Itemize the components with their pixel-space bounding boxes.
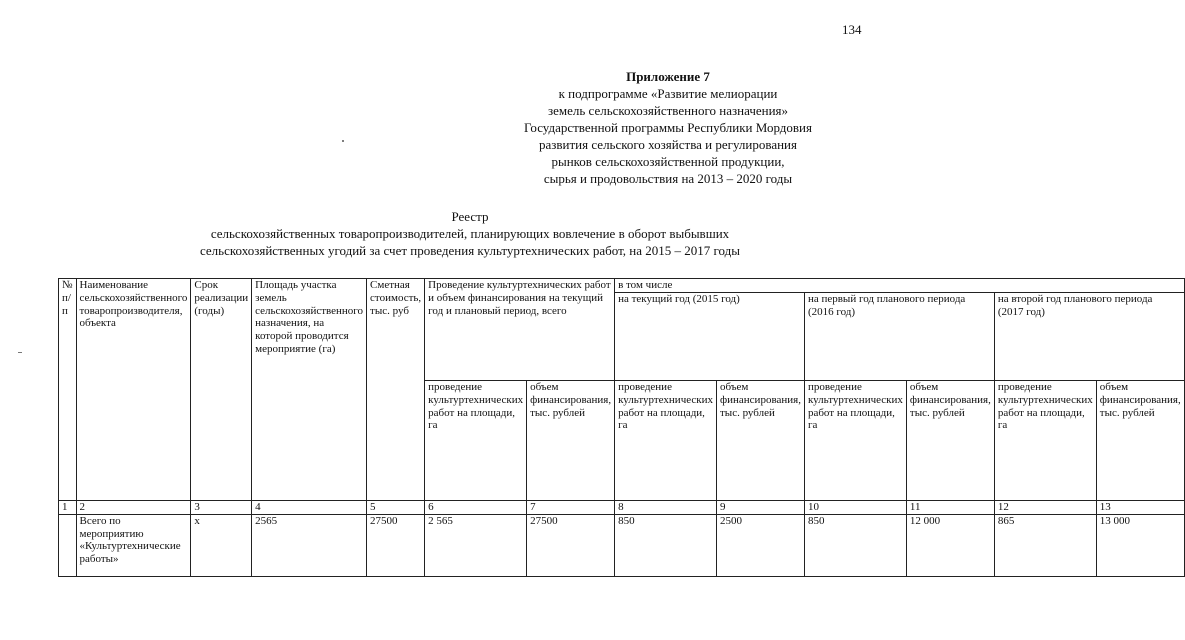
table-row	[59, 514, 1185, 576]
header-year-2016: на первый год планового периода (2016 год)	[804, 293, 994, 381]
row-2017-fin: 13 000	[1096, 514, 1184, 576]
header-2016-fin: объем финансирования, тыс. рублей	[906, 381, 994, 501]
appendix-line: земель сельскохозяйственного назначения»	[547, 103, 789, 118]
header-cost: Сметная стоимость, тыс. руб	[367, 279, 425, 501]
row-2015-fin: 2500	[717, 514, 805, 576]
registry-table	[58, 278, 1185, 577]
registry-heading: Реестр	[451, 209, 489, 224]
header-total-area: проведение культуртехнических работ на площади, га	[425, 381, 527, 501]
appendix-line: сырья и продовольствия на 2013 – 2020 годы	[543, 171, 793, 186]
header-2015-fin: объем финансирования, тыс. рублей	[717, 381, 805, 501]
appendix-line: к подпрограмме «Развитие мелиорации	[558, 86, 778, 101]
registry-title-line: сельскохозяйственных товаропроизводителей, планирующих вовлечение в оборот выбывших	[210, 226, 730, 241]
column-number: 4	[252, 501, 367, 515]
header-2017-area: проведение культуртехнических работ на площади, га	[994, 381, 1096, 501]
row-2016-fin: 12 000	[906, 514, 994, 576]
column-number: 1	[59, 501, 77, 515]
appendix-line: развития сельского хозяйства и регулирования	[539, 137, 797, 152]
column-number: 5	[367, 501, 425, 515]
row-2015-area: 850	[615, 514, 717, 576]
appendix-line: рынков сельскохозяйственной продукции,	[551, 154, 785, 169]
row-area: 2565	[252, 514, 367, 576]
column-number: 13	[1096, 501, 1184, 515]
row-total-area: 2 565	[425, 514, 527, 576]
header-num: № п/п	[59, 279, 77, 501]
header-year-2015: на текущий год (2015 год)	[615, 293, 805, 381]
header-year-2017: на второй год планового периода (2017 год)	[994, 293, 1184, 381]
header-total-group: Проведение культуртехнических работ и объем финансирования на текущий год и плановый период, всего	[425, 279, 615, 381]
column-number: 12	[994, 501, 1096, 515]
scan-artifact	[18, 352, 22, 353]
header-2017-fin: объем финансирования, тыс. рублей	[1096, 381, 1184, 501]
column-number: 11	[906, 501, 994, 515]
column-number: 3	[191, 501, 252, 515]
row-total-fin: 27500	[527, 514, 615, 576]
header-2016-area: проведение культуртехнических работ на площади, га	[804, 381, 906, 501]
column-number: 2	[76, 501, 191, 515]
scan-artifact	[342, 140, 344, 142]
column-number: 8	[615, 501, 717, 515]
column-number: 6	[425, 501, 527, 515]
row-cost: 27500	[367, 514, 425, 576]
registry-title	[120, 208, 820, 259]
appendix-block	[473, 68, 863, 187]
row-num	[59, 514, 77, 576]
appendix-title: Приложение 7	[626, 69, 710, 84]
column-number: 9	[717, 501, 805, 515]
header-name: Наименование сельскохозяйственного товаропроизводителя, объекта	[76, 279, 191, 501]
row-2016-area: 850	[804, 514, 906, 576]
header-total-fin: объем финансирования, тыс. рублей	[527, 381, 615, 501]
column-number: 7	[527, 501, 615, 515]
header-in-total: в том числе	[615, 279, 1185, 293]
header-area: Площадь участка земель сельскохозяйственного назначения, на которой проводится мероприятие (га)	[252, 279, 367, 501]
row-name: Всего по мероприятию «Культуртехнические работы»	[76, 514, 191, 576]
header-2015-area: проведение культуртехнических работ на площади, га	[615, 381, 717, 501]
header-period: Срок реализации (годы)	[191, 279, 252, 501]
appendix-line: Государственной программы Республики Мордовия	[524, 120, 812, 135]
page-number: 134	[842, 22, 862, 37]
registry-title-line: сельскохозяйственных угодий за счет проведения культуртехнических работ, на 2015 – 2017 годы	[199, 243, 740, 258]
row-2017-area: 865	[994, 514, 1096, 576]
column-number: 10	[804, 501, 906, 515]
row-period: х	[191, 514, 252, 576]
